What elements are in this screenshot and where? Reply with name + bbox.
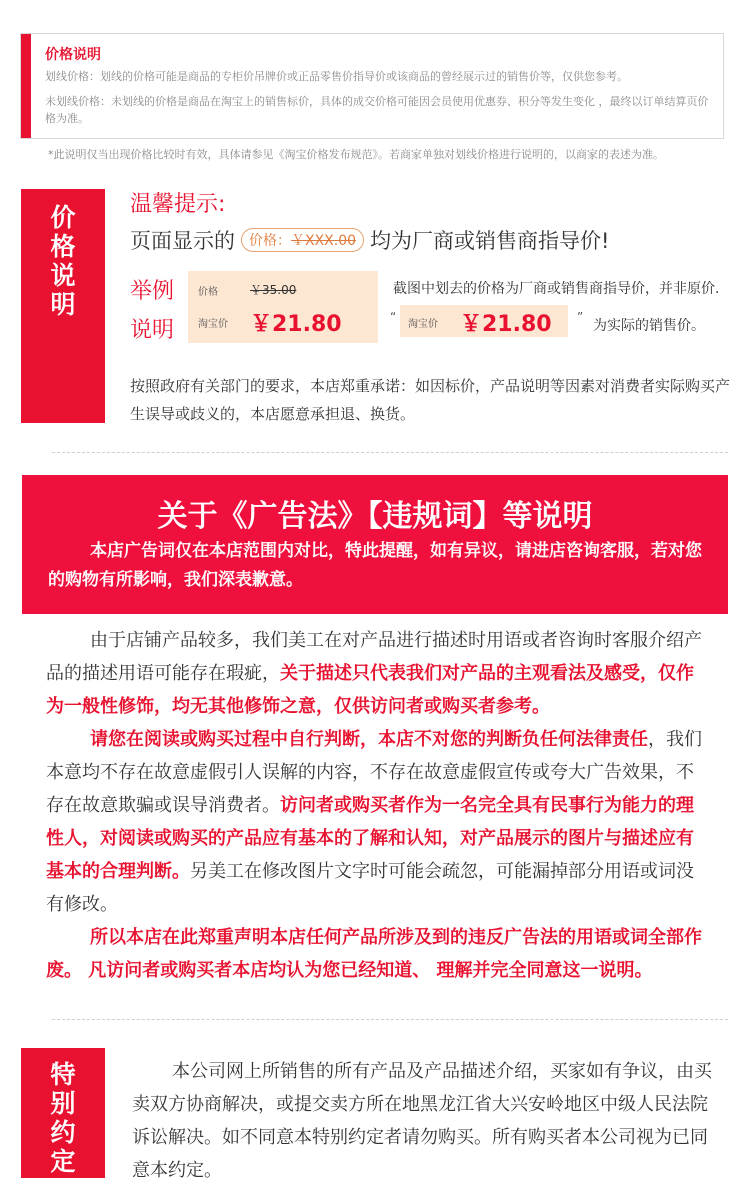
ad-law-paragraph-2 [46, 723, 708, 921]
p2-normal-text-2: 另美工在修改图片文字时可能会疏忽，可能漏掉部分用语或词没有修改。 [46, 861, 694, 915]
special-agreement-text: 本公司网上所销售的所有产品及产品描述介绍，买家如有争议，由买卖双方协商解决，或提交卖方所在地黑龙江省大兴安岭地区中级人民法院诉讼解决。如不同意本特别约定者请勿购买。所有购买者本公司视为已同意本约定。 [132, 1061, 712, 1181]
tips-guide-price-row [130, 225, 609, 255]
special-side-label-text: 特别约定 [50, 1060, 76, 1176]
tips-heading: 温馨提示: [130, 192, 226, 217]
box1-price-label: 价格 [198, 287, 218, 298]
box1-taobao-label: 淘宝价 [198, 319, 228, 330]
box1-strike-price: ￥35.00 [250, 283, 297, 297]
box2-taobao-price: ￥21.80 [460, 312, 552, 337]
example-label-2: 说明 [130, 318, 175, 343]
box1-taobao-price: ￥21.80 [250, 312, 342, 337]
ad-law-intro: 本店广告词仅在本店范围内对比，特此提醒，如有异议，请进店咨询客服，若对您的购物有所影响，我们深表歉意。 [48, 541, 702, 590]
ad-law-banner [22, 475, 728, 614]
tips-row-prefix: 页面显示的 [130, 229, 235, 253]
box2-taobao-label: 淘宝价 [408, 319, 438, 330]
price-notice-line-normal: 未划线价格：未划线的价格是商品在淘宝上的销售标价，具体的成交价格可能因会员使用优惠券、积分等发生变化 ，最终以订单结算页价格为准。 [45, 95, 709, 125]
sample-price-pill [241, 228, 364, 252]
side-label-text: 价格说明 [50, 203, 76, 319]
section-divider-2 [52, 1019, 728, 1020]
price-explain-side-label [21, 189, 105, 423]
p1-normal-text: 由于店铺产品较多，我们美工在对产品进行描述时用语或者咨询时客服介绍产品的描述用语可能存在瑕疵， [46, 630, 702, 684]
quote-close: ” [577, 310, 584, 324]
quote-open: “ [390, 310, 397, 324]
pill-label: 价格： [249, 233, 291, 249]
p3-highlight-text: 所以本店在此郑重声明本店任何产品所涉及到的违反广告法的用语或词全部作废。 凡访问者或购买者本店均认为您已经知道、 理解并完全同意这一说明。 [46, 927, 702, 981]
price-notice-accent-bar [21, 34, 31, 138]
example-desc-1: 截图中划去的价格为厂商或销售商指导价，并非原价. [393, 281, 720, 297]
p2-highlight-text-2: 访问者或购买者作为一名完全具有民事行为能力的理性人，对阅读或购买的产品应有基本的了解和认知，对产品展示的图片与描述应有基本的合理判断。 [46, 795, 694, 882]
ad-law-paragraph-1 [46, 624, 708, 723]
price-notice-title: 价格说明 [45, 47, 101, 63]
example-price-box-1 [188, 271, 378, 343]
example-label-1: 举例 [130, 279, 175, 304]
example-price-box-2 [400, 305, 568, 337]
price-notice-footnote: *此说明仅当出现价格比较时有效，具体请参见《淘宝价格发布规范》。若商家单独对划线价格进行说明的，以商家的表述为准。 [48, 148, 664, 161]
section-divider-1 [52, 452, 728, 453]
ad-law-body [46, 624, 708, 987]
p2-highlight-text: 请您在阅读或购买过程中自行判断，本店不对您的判断负任何法律责任 [90, 729, 648, 750]
p1-highlight-text: 关于描述只代表我们对产品的主观看法及感受，仅作为一般性修饰，均无其他修饰之意，仅供访问者或购买者参考。 [46, 663, 694, 717]
p2-normal-text: ，我们本意均不存在故意虚假引人误解的内容，不存在故意虚假宣传或夸大广告效果，不存在故意欺骗或误导消费者。 [46, 729, 702, 816]
price-notice-line-strikethrough: 划线价格：划线的价格可能是商品的专柜价吊牌价或正品零售价指导价或该商品的曾经展示过的销售价等，仅供您参考。 [45, 70, 628, 83]
special-agreement-side-label [21, 1048, 105, 1178]
pill-price: ￥XXX.00 [291, 233, 357, 249]
ad-law-title: 关于《广告法》【违规词】等说明 [157, 499, 593, 534]
tips-row-suffix: 均为厂商或销售商指导价! [370, 229, 610, 253]
price-notice-box [20, 33, 724, 139]
example-desc-2: 为实际的销售价。 [593, 318, 705, 334]
store-promise-text: 按照政府有关部门的要求，本店郑重承诺：如因标价，产品说明等因素对消费者实际购买产生误导或歧义的，本店愿意承担退、换货。 [130, 377, 731, 423]
ad-law-paragraph-3 [46, 921, 708, 987]
